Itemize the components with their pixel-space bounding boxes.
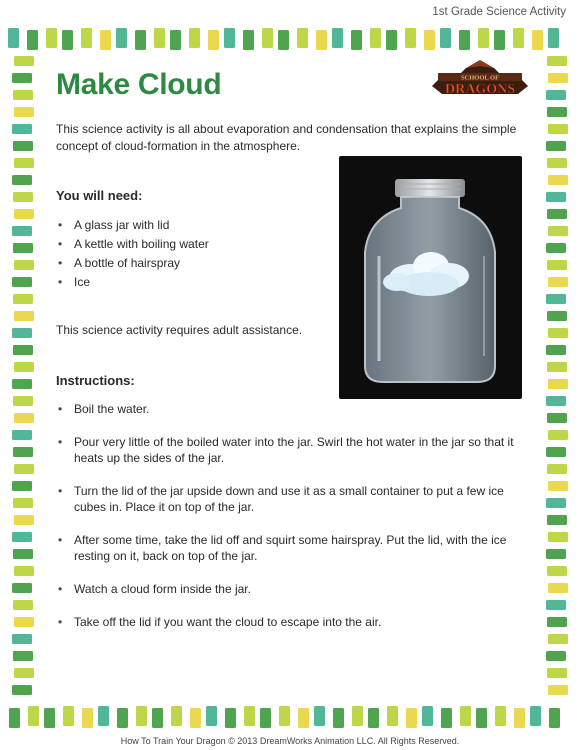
border-stroke [262, 28, 273, 48]
border-stroke [548, 28, 559, 48]
border-stroke [546, 396, 566, 406]
border-stroke [548, 634, 568, 644]
border-stroke [12, 226, 32, 236]
border-stroke [63, 706, 74, 726]
footer-copyright: How To Train Your Dragon © 2013 DreamWorks Animation LLC. All Rights Reserved. [120, 736, 460, 746]
border-stroke [208, 30, 219, 50]
border-stroke [14, 158, 34, 168]
list-item: • Ice [56, 273, 209, 292]
border-stroke [14, 311, 34, 321]
border-stroke [494, 30, 505, 50]
border-stroke [387, 706, 398, 726]
list-item: • A glass jar with lid [56, 216, 209, 235]
border-stroke [548, 277, 568, 287]
border-stroke [135, 30, 146, 50]
border-stroke [548, 73, 568, 83]
border-stroke [14, 362, 34, 372]
border-stroke [13, 192, 33, 202]
materials-list [56, 216, 209, 292]
border-stroke [546, 90, 566, 100]
border-stroke [13, 600, 33, 610]
border-stroke [530, 706, 541, 726]
border-stroke [13, 447, 33, 457]
border-stroke [243, 30, 254, 50]
border-stroke [495, 706, 506, 726]
instructions-list [56, 401, 536, 630]
list-item: • A kettle with boiling water [56, 235, 209, 254]
border-stroke [14, 209, 34, 219]
border-stroke [224, 28, 235, 48]
border-stroke [370, 28, 381, 48]
border-stroke [546, 243, 566, 253]
list-item: • Pour very little of the boiled water into the jar. Swirl the hot water in the jar so that it heats up the sides of the jar. [58, 435, 514, 465]
border-stroke [116, 28, 127, 48]
border-stroke [424, 30, 435, 50]
border-stroke [548, 583, 568, 593]
border-stroke [547, 209, 567, 219]
border-stroke [12, 379, 32, 389]
border-stroke [386, 30, 397, 50]
border-stroke [13, 345, 33, 355]
border-stroke [548, 328, 568, 338]
border-stroke [549, 708, 560, 728]
bullet-icon: • [58, 484, 63, 498]
page-title: Make Cloud [56, 68, 222, 101]
border-stroke [170, 30, 181, 50]
bullet-icon: • [58, 218, 63, 232]
border-stroke [532, 30, 543, 50]
border-stroke [12, 73, 32, 83]
border-stroke [548, 685, 568, 695]
border-stroke [14, 107, 34, 117]
border-stroke [260, 708, 271, 728]
border-stroke [548, 175, 568, 185]
border-stroke [548, 226, 568, 236]
school-of-dragons-logo [428, 60, 532, 102]
border-stroke [547, 617, 567, 627]
border-stroke [546, 141, 566, 151]
border-stroke [546, 192, 566, 202]
border-stroke [189, 28, 200, 48]
border-stroke [351, 30, 362, 50]
border-stroke [28, 706, 39, 726]
border-stroke [548, 379, 568, 389]
list-item: • Watch a cloud form inside the jar. [58, 582, 251, 596]
border-stroke [14, 668, 34, 678]
border-stroke [14, 617, 34, 627]
jar-image [339, 156, 522, 399]
border-stroke [548, 430, 568, 440]
border-stroke [152, 708, 163, 728]
border-stroke [13, 651, 33, 661]
border-stroke [12, 532, 32, 542]
cloud-jar-illustration [339, 156, 522, 399]
border-stroke [98, 706, 109, 726]
logo-school-text: SCHOOL OF [460, 74, 500, 82]
border-stroke [81, 28, 92, 48]
instructions-heading: Instructions: [56, 373, 135, 388]
border-stroke [352, 706, 363, 726]
border-stroke [46, 28, 57, 48]
list-item: • Take off the lid if you want the cloud to escape into the air. [58, 615, 382, 629]
border-stroke [546, 549, 566, 559]
border-stroke [548, 124, 568, 134]
border-stroke [171, 706, 182, 726]
border-stroke [546, 651, 566, 661]
grade-label: 1st Grade Science Activity [432, 6, 566, 18]
border-stroke [547, 158, 567, 168]
border-stroke [440, 28, 451, 48]
need-heading: You will need: [56, 188, 143, 203]
border-stroke [12, 175, 32, 185]
border-stroke [547, 311, 567, 321]
border-stroke [136, 706, 147, 726]
border-stroke [547, 566, 567, 576]
logo-dragons-text: DRAGONS [444, 82, 516, 97]
border-stroke [332, 28, 343, 48]
border-stroke [298, 708, 309, 728]
border-stroke [547, 515, 567, 525]
border-stroke [117, 708, 128, 728]
border-stroke [546, 447, 566, 457]
border-stroke [422, 706, 433, 726]
border-stroke [279, 706, 290, 726]
adult-assistance-note: This science activity requires adult assistance. [56, 323, 303, 337]
border-stroke [27, 30, 38, 50]
border-stroke [547, 260, 567, 270]
border-stroke [12, 328, 32, 338]
border-stroke [244, 706, 255, 726]
border-stroke [62, 30, 73, 50]
border-stroke [8, 28, 19, 48]
border-stroke [514, 708, 525, 728]
border-stroke [12, 430, 32, 440]
border-stroke [14, 566, 34, 576]
border-stroke [13, 498, 33, 508]
bullet-icon: • [58, 533, 63, 547]
border-stroke [14, 56, 34, 66]
border-stroke [13, 549, 33, 559]
border-stroke [13, 294, 33, 304]
border-stroke [278, 30, 289, 50]
border-stroke [13, 90, 33, 100]
border-stroke [9, 708, 20, 728]
border-stroke [13, 141, 33, 151]
border-stroke [546, 600, 566, 610]
bullet-icon: • [58, 582, 63, 596]
border-stroke [546, 498, 566, 508]
border-stroke [547, 413, 567, 423]
border-stroke [13, 243, 33, 253]
border-stroke [368, 708, 379, 728]
border-stroke [14, 413, 34, 423]
list-item: • A bottle of hairspray [56, 254, 209, 273]
bullet-icon: • [58, 615, 63, 629]
border-stroke [513, 28, 524, 48]
intro-text: This science activity is all about evaporation and condensation that explains the simple concept of cloud-formation in the atmosphere. [56, 122, 517, 153]
border-stroke [333, 708, 344, 728]
border-stroke [546, 345, 566, 355]
border-stroke [459, 30, 470, 50]
border-stroke [12, 634, 32, 644]
bullet-icon: • [58, 237, 63, 251]
border-stroke [14, 464, 34, 474]
border-stroke [190, 708, 201, 728]
border-stroke [316, 30, 327, 50]
list-item: • After some time, take the lid off and squirt some hairspray. Put the lid, with the ice resting on it, back on top of the jar. [58, 533, 507, 563]
border-stroke [14, 260, 34, 270]
border-stroke [441, 708, 452, 728]
border-stroke [44, 708, 55, 728]
border-stroke [154, 28, 165, 48]
border-stroke [547, 107, 567, 117]
border-stroke [297, 28, 308, 48]
border-stroke [547, 56, 567, 66]
border-stroke [314, 706, 325, 726]
list-item: • Turn the lid of the jar upside down and use it as a small container to put a few ice cubes in. Place it on top of the jar. [58, 484, 504, 514]
border-stroke [547, 668, 567, 678]
border-stroke [476, 708, 487, 728]
border-stroke [206, 706, 217, 726]
bullet-icon: • [58, 402, 63, 416]
border-stroke [14, 515, 34, 525]
border-stroke [405, 28, 416, 48]
bullet-icon: • [58, 275, 63, 289]
border-stroke [82, 708, 93, 728]
border-stroke [478, 28, 489, 48]
border-stroke [547, 362, 567, 372]
border-stroke [225, 708, 236, 728]
border-stroke [13, 396, 33, 406]
list-item: • Boil the water. [58, 402, 150, 416]
bullet-icon: • [58, 256, 63, 270]
border-stroke [12, 481, 32, 491]
border-stroke [12, 124, 32, 134]
border-stroke [12, 583, 32, 593]
border-stroke [548, 481, 568, 491]
border-stroke [546, 294, 566, 304]
border-stroke [460, 706, 471, 726]
border-stroke [100, 30, 111, 50]
border-stroke [406, 708, 417, 728]
border-stroke [12, 685, 32, 695]
bullet-icon: • [58, 435, 63, 449]
border-stroke [548, 532, 568, 542]
border-stroke [547, 464, 567, 474]
border-stroke [12, 277, 32, 287]
